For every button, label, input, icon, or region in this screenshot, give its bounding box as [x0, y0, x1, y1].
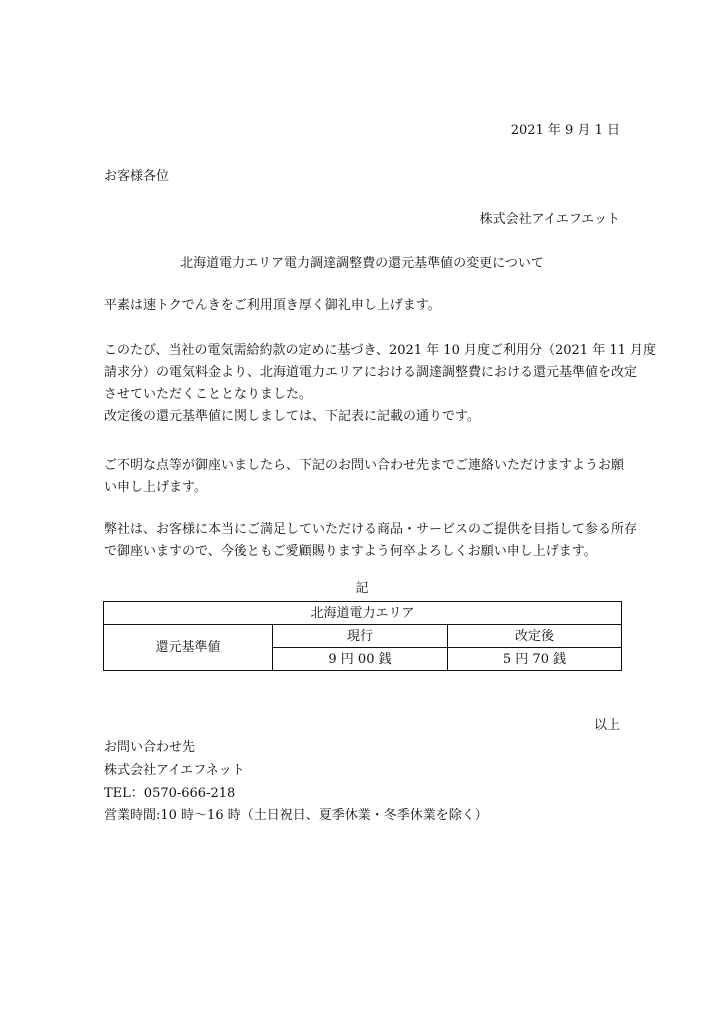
contact-hours: 営業時間:10 時～16 時（土日祝日、夏季休業・冬季休業を除く）: [104, 808, 488, 823]
paragraph-line: 改定後の還元基準値に関しましては、下記表に記載の通りです。: [104, 409, 480, 424]
recipient: お客様各位: [104, 169, 170, 184]
paragraph-line: ご不明な点等が御座いましたら、下記のお問い合わせ先までご連絡いただけますようお願: [104, 458, 625, 473]
letter-date: 2021 年 9 月 1 日: [510, 123, 620, 138]
table-area-header: 北海道電力エリア: [104, 602, 622, 625]
paragraph-line: このたび、当社の電気需給約款の定めに基づき、2021 年 10 月度ご利用分（2021 年 11 月度: [104, 343, 657, 358]
paragraph-line: い申し上げます。: [104, 480, 207, 495]
contact-tel: TEL：0570-666-218: [104, 786, 236, 801]
closing-mark: 以上: [593, 718, 620, 733]
greeting: 平素は速トクでんきをご利用頂き厚く御礼申し上げます。: [104, 298, 441, 313]
table-value-revised: 5 円 70 銭: [448, 648, 622, 671]
contact-heading: お問い合わせ先: [104, 740, 196, 755]
paragraph-line: で御座いますので、今後ともご愛顧賜りますよう何卒よろしくお願い申し上げます。: [104, 544, 597, 559]
table-value-current: 9 円 00 銭: [273, 648, 448, 671]
contact-company: 株式会社アイエフネット: [104, 763, 245, 778]
sender-company: 株式会社アイエフエット: [479, 212, 620, 227]
ki-heading: 記: [355, 581, 369, 596]
paragraph-line: 弊社は、お客様に本当にご満足していただける商品・サービスのご提供を目指して参る所存: [104, 522, 638, 537]
document-title: 北海道電力エリア電力調達調整費の還元基準値の変更について: [180, 256, 544, 271]
rate-table: [103, 601, 622, 671]
table-row-label: 還元基準値: [104, 625, 273, 671]
paragraph-line: 請求分）の電気料金より、北海道電力エリアにおける調達調整費における還元基準値を改定: [104, 365, 638, 380]
table-col-current: 現行: [273, 625, 448, 648]
table-col-revised: 改定後: [448, 625, 622, 648]
paragraph-line: させていただくこととなりました。: [104, 387, 313, 402]
